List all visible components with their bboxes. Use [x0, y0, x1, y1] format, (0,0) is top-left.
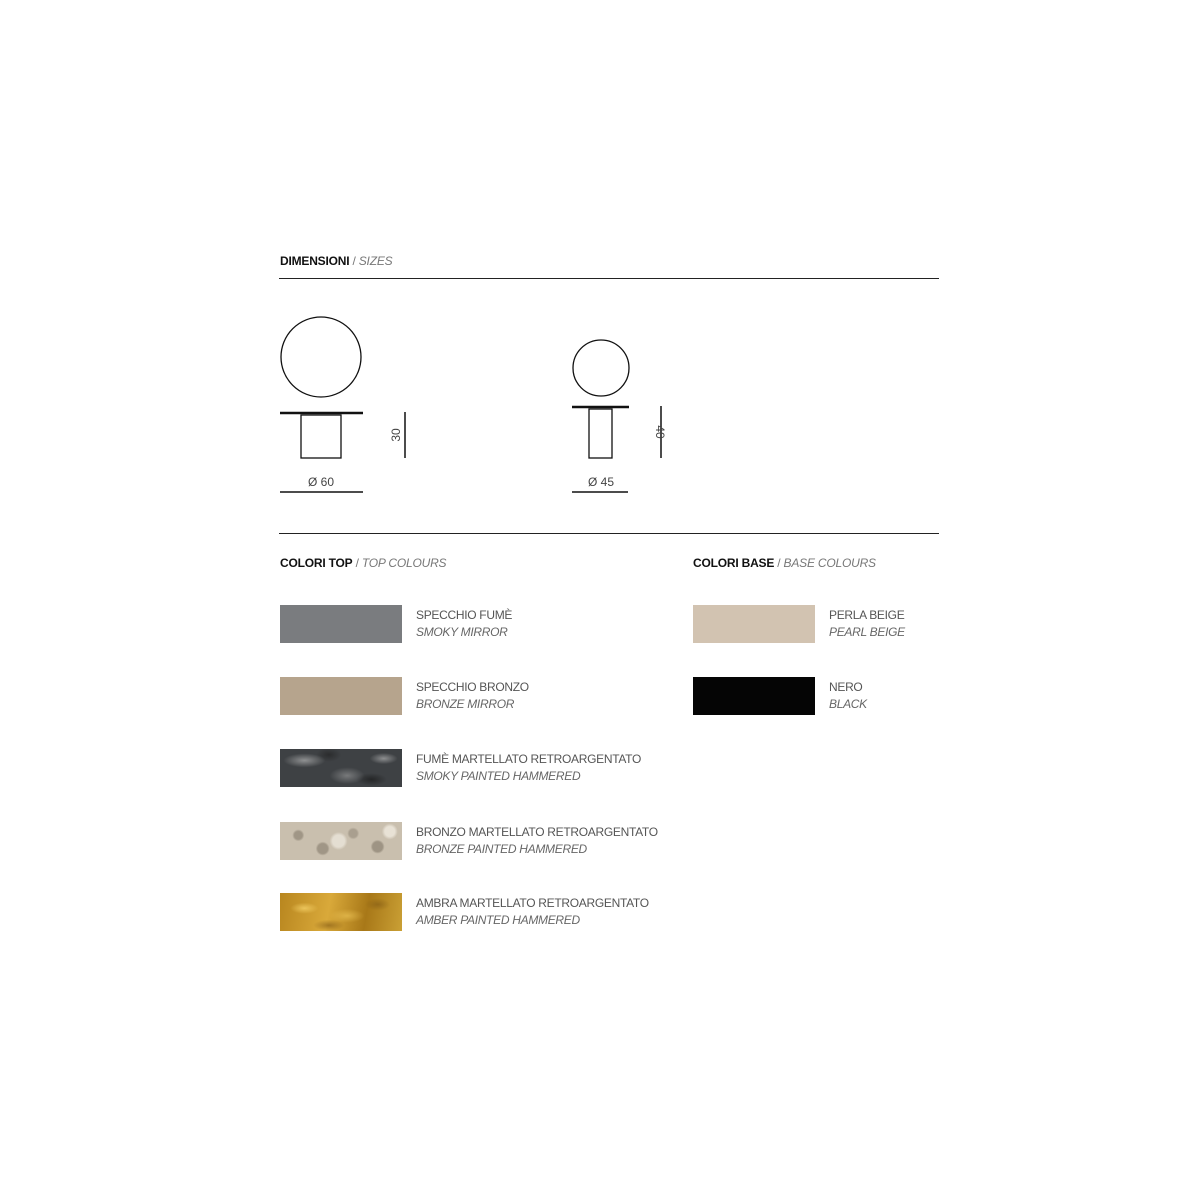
top-colour-1-name-it: SPECCHIO FUMÈ [416, 608, 513, 622]
top-colour-5-label [416, 895, 649, 929]
swatch-bronze-painted-hammered[interactable] [280, 822, 402, 860]
sizes-heading: DIMENSIONI / SIZES [280, 254, 393, 268]
table-large-drawing [270, 305, 430, 500]
table-small-height: 40 [653, 425, 667, 439]
colours-top-divider [279, 533, 939, 534]
top-colours-heading-en: TOP COLOURS [361, 556, 447, 570]
top-colours-heading: COLORI TOP / TOP COLOURS [280, 556, 447, 570]
table-large-side-base [301, 415, 341, 458]
top-colour-4-name-en: BRONZE PAINTED HAMMERED [416, 842, 587, 856]
top-colour-1-label [416, 607, 512, 641]
sizes-heading-it: DIMENSIONI [280, 254, 350, 268]
top-colour-5-name-it: AMBRA MARTELLATO RETROARGENTATO [416, 896, 649, 910]
base-colour-2-name-it: NERO [829, 680, 863, 694]
table-small-side-base [589, 409, 612, 458]
base-colours-heading: COLORI BASE / BASE COLOURS [693, 556, 876, 570]
table-large-height: 30 [389, 428, 403, 442]
top-colours-heading-it: COLORI TOP [280, 556, 353, 570]
base-colour-2-name-en: BLACK [829, 697, 867, 711]
base-colours-heading-en: BASE COLOURS [783, 556, 876, 570]
sizes-top-divider [279, 278, 939, 279]
swatch-smoky-painted-hammered[interactable] [280, 749, 402, 787]
top-colour-3-label [416, 751, 641, 785]
top-colour-2-name-en: BRONZE MIRROR [416, 697, 515, 711]
swatch-amber-painted-hammered[interactable] [280, 893, 402, 931]
swatch-bronze-mirror[interactable] [280, 677, 402, 715]
swatch-smoky-mirror[interactable] [280, 605, 402, 643]
top-colour-1-name-en: SMOKY MIRROR [416, 625, 508, 639]
table-small-diameter: Ø 45 [587, 475, 615, 489]
top-colour-3-name-it: FUMÈ MARTELLATO RETROARGENTATO [416, 752, 642, 766]
table-small-drawing [560, 305, 720, 500]
base-colour-1-label [829, 607, 905, 641]
swatch-black[interactable] [693, 677, 815, 715]
table-large-top-view [281, 317, 361, 397]
top-colour-2-label [416, 679, 529, 713]
table-large-diameter: Ø 60 [307, 475, 335, 489]
base-colours-heading-it: COLORI BASE [693, 556, 775, 570]
top-colour-4-name-it: BRONZO MARTELLATO RETROARGENTATO [416, 825, 658, 839]
top-colour-2-name-it: SPECCHIO BRONZO [416, 680, 529, 694]
sizes-heading-en: SIZES [358, 254, 393, 268]
table-small-top-view [573, 340, 629, 396]
top-colour-3-name-en: SMOKY PAINTED HAMMERED [416, 769, 581, 783]
swatch-pearl-beige[interactable] [693, 605, 815, 643]
top-colour-4-label [416, 824, 658, 858]
base-colour-1-name-en: PEARL BEIGE [829, 625, 905, 639]
base-colour-2-label [829, 679, 867, 713]
top-colour-5-name-en: AMBER PAINTED HAMMERED [416, 913, 580, 927]
base-colour-1-name-it: PERLA BEIGE [829, 608, 905, 622]
